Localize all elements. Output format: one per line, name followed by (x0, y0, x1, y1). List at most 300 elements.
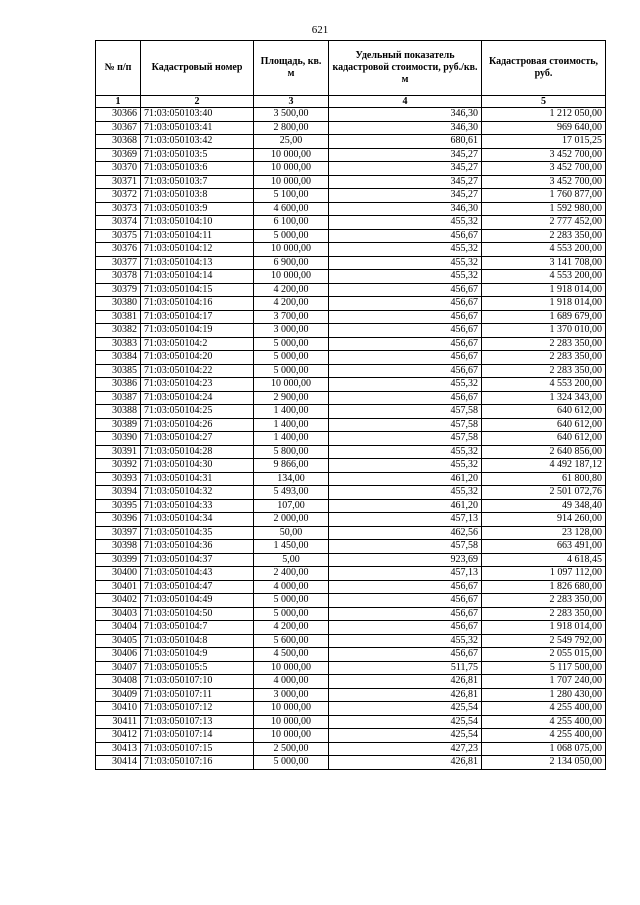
table-row (96, 351, 606, 365)
cadastral-value-cell: 2 283 350,00 (482, 351, 606, 365)
table-row (96, 688, 606, 702)
cadastral-number-cell: 71:03:050104:9 (141, 648, 254, 662)
unit-value-cell: 457,58 (329, 405, 482, 419)
cadastral-value-cell: 4 492 187,12 (482, 459, 606, 473)
area-cell: 5 000,00 (254, 756, 329, 770)
area-cell: 1 450,00 (254, 540, 329, 554)
cadastral-value-cell: 4 255 400,00 (482, 729, 606, 743)
unit-value-cell: 425,54 (329, 729, 482, 743)
table-row (96, 648, 606, 662)
unit-value-cell: 511,75 (329, 661, 482, 675)
table-row (96, 729, 606, 743)
cadastral-value-cell: 61 800,80 (482, 472, 606, 486)
table-row (96, 189, 606, 203)
table-row (96, 567, 606, 581)
page-number: 621 (311, 24, 329, 36)
table-row (96, 513, 606, 527)
area-cell: 10 000,00 (254, 729, 329, 743)
row-number-cell: 30411 (96, 715, 141, 729)
cadastral-number-cell: 71:03:050104:11 (141, 229, 254, 243)
unit-value-cell: 456,67 (329, 648, 482, 662)
cadastral-number-cell: 71:03:050104:12 (141, 243, 254, 257)
cadastral-value-cell: 2 055 015,00 (482, 648, 606, 662)
row-number-cell: 30386 (96, 378, 141, 392)
cadastral-value-cell: 1 097 112,00 (482, 567, 606, 581)
column-header-cadastral-value: Кадастровая стоимость, руб. (482, 41, 606, 96)
cadastral-number-cell: 71:03:050104:30 (141, 459, 254, 473)
cadastral-number-cell: 71:03:050104:34 (141, 513, 254, 527)
cadastral-value-cell: 1 370 010,00 (482, 324, 606, 338)
table-row (96, 297, 606, 311)
unit-value-cell: 462,56 (329, 526, 482, 540)
cadastral-value-cell: 1 592 980,00 (482, 202, 606, 216)
cadastral-number-cell: 71:03:050104:35 (141, 526, 254, 540)
row-number-cell: 30370 (96, 162, 141, 176)
cadastral-number-cell: 71:03:050104:43 (141, 567, 254, 581)
cadastral-value-cell: 4 255 400,00 (482, 702, 606, 716)
area-cell: 3 700,00 (254, 310, 329, 324)
unit-value-cell: 345,27 (329, 189, 482, 203)
table-row (96, 472, 606, 486)
area-cell: 3 000,00 (254, 324, 329, 338)
row-number-cell: 30410 (96, 702, 141, 716)
unit-value-cell: 456,67 (329, 297, 482, 311)
cadastral-number-cell: 71:03:050104:23 (141, 378, 254, 392)
unit-value-cell: 455,32 (329, 270, 482, 284)
cadastral-number-cell: 71:03:050104:25 (141, 405, 254, 419)
cadastral-number-cell: 71:03:050104:20 (141, 351, 254, 365)
cadastral-value-cell: 3 452 700,00 (482, 148, 606, 162)
area-cell: 4 200,00 (254, 297, 329, 311)
area-cell: 25,00 (254, 135, 329, 149)
table-row (96, 148, 606, 162)
cadastral-value-cell: 1 918 014,00 (482, 297, 606, 311)
cadastral-value-cell: 1 280 430,00 (482, 688, 606, 702)
table-row (96, 283, 606, 297)
unit-value-cell: 456,67 (329, 283, 482, 297)
cadastral-number-cell: 71:03:050104:13 (141, 256, 254, 270)
table-row (96, 121, 606, 135)
area-cell: 10 000,00 (254, 661, 329, 675)
area-cell: 2 800,00 (254, 121, 329, 135)
unit-value-cell: 461,20 (329, 472, 482, 486)
cadastral-value-cell: 1 760 877,00 (482, 189, 606, 203)
cadastral-number-cell: 71:03:050104:16 (141, 297, 254, 311)
row-number-cell: 30383 (96, 337, 141, 351)
column-index: 4 (329, 96, 482, 108)
unit-value-cell: 457,58 (329, 418, 482, 432)
cadastral-number-cell: 71:03:050103:6 (141, 162, 254, 176)
table-row (96, 756, 606, 770)
table-row (96, 526, 606, 540)
unit-value-cell: 456,67 (329, 621, 482, 635)
cadastral-value-cell: 23 128,00 (482, 526, 606, 540)
cadastral-value-cell: 1 689 679,00 (482, 310, 606, 324)
cadastral-value-cell: 2 283 350,00 (482, 337, 606, 351)
row-number-cell: 30368 (96, 135, 141, 149)
row-number-cell: 30376 (96, 243, 141, 257)
cadastral-value-table (95, 40, 606, 770)
cadastral-value-cell: 3 452 700,00 (482, 162, 606, 176)
area-cell: 10 000,00 (254, 175, 329, 189)
cadastral-value-cell: 2 283 350,00 (482, 607, 606, 621)
cadastral-value-cell: 1 068 075,00 (482, 742, 606, 756)
unit-value-cell: 456,67 (329, 594, 482, 608)
cadastral-value-cell: 914 260,00 (482, 513, 606, 527)
unit-value-cell: 457,13 (329, 567, 482, 581)
cadastral-number-cell: 71:03:050104:7 (141, 621, 254, 635)
row-number-cell: 30400 (96, 567, 141, 581)
unit-value-cell: 456,67 (329, 324, 482, 338)
cadastral-number-cell: 71:03:050104:2 (141, 337, 254, 351)
cadastral-number-cell: 71:03:050107:16 (141, 756, 254, 770)
unit-value-cell: 426,81 (329, 756, 482, 770)
unit-value-cell: 457,13 (329, 513, 482, 527)
row-number-cell: 30381 (96, 310, 141, 324)
column-index: 3 (254, 96, 329, 108)
cadastral-value-cell: 2 501 072,76 (482, 486, 606, 500)
unit-value-cell: 346,30 (329, 202, 482, 216)
table-row (96, 364, 606, 378)
cadastral-value-cell: 1 324 343,00 (482, 391, 606, 405)
cadastral-value-cell: 49 348,40 (482, 499, 606, 513)
cadastral-number-cell: 71:03:050104:19 (141, 324, 254, 338)
row-number-cell: 30389 (96, 418, 141, 432)
table-row (96, 661, 606, 675)
area-cell: 5,00 (254, 553, 329, 567)
unit-value-cell: 426,81 (329, 675, 482, 689)
cadastral-number-cell: 71:03:050104:50 (141, 607, 254, 621)
row-number-cell: 30395 (96, 499, 141, 513)
table-row (96, 175, 606, 189)
row-number-cell: 30391 (96, 445, 141, 459)
row-number-cell: 30401 (96, 580, 141, 594)
area-cell: 5 000,00 (254, 594, 329, 608)
row-number-cell: 30380 (96, 297, 141, 311)
cadastral-number-cell: 71:03:050104:36 (141, 540, 254, 554)
area-cell: 50,00 (254, 526, 329, 540)
cadastral-number-cell: 71:03:050107:15 (141, 742, 254, 756)
unit-value-cell: 455,32 (329, 634, 482, 648)
table-row (96, 202, 606, 216)
cadastral-value-cell: 4 618,45 (482, 553, 606, 567)
cadastral-number-cell: 71:03:050104:33 (141, 499, 254, 513)
cadastral-number-cell: 71:03:050104:10 (141, 216, 254, 230)
unit-value-cell: 457,58 (329, 432, 482, 446)
unit-value-cell: 345,27 (329, 162, 482, 176)
area-cell: 4 200,00 (254, 621, 329, 635)
cadastral-value-cell: 3 141 708,00 (482, 256, 606, 270)
area-cell: 10 000,00 (254, 243, 329, 257)
area-cell: 107,00 (254, 499, 329, 513)
table-row (96, 540, 606, 554)
cadastral-number-cell: 71:03:050104:15 (141, 283, 254, 297)
row-number-cell: 30406 (96, 648, 141, 662)
area-cell: 2 500,00 (254, 742, 329, 756)
cadastral-number-cell: 71:03:050107:12 (141, 702, 254, 716)
row-number-cell: 30414 (96, 756, 141, 770)
cadastral-number-cell: 71:03:050104:22 (141, 364, 254, 378)
table-row (96, 270, 606, 284)
cadastral-value-cell: 2 549 792,00 (482, 634, 606, 648)
table-row (96, 715, 606, 729)
table-row (96, 742, 606, 756)
row-number-cell: 30409 (96, 688, 141, 702)
table-row (96, 702, 606, 716)
cadastral-number-cell: 71:03:050104:17 (141, 310, 254, 324)
area-cell: 5 000,00 (254, 229, 329, 243)
area-cell: 10 000,00 (254, 715, 329, 729)
row-number-cell: 30384 (96, 351, 141, 365)
table-row (96, 256, 606, 270)
row-number-cell: 30385 (96, 364, 141, 378)
area-cell: 10 000,00 (254, 148, 329, 162)
area-cell: 134,00 (254, 472, 329, 486)
cadastral-number-cell: 71:03:050103:7 (141, 175, 254, 189)
row-number-cell: 30374 (96, 216, 141, 230)
area-cell: 4 000,00 (254, 675, 329, 689)
cadastral-value-cell: 2 283 350,00 (482, 229, 606, 243)
cadastral-value-cell: 1 707 240,00 (482, 675, 606, 689)
area-cell: 9 866,00 (254, 459, 329, 473)
unit-value-cell: 455,32 (329, 243, 482, 257)
unit-value-cell: 461,20 (329, 499, 482, 513)
row-number-cell: 30373 (96, 202, 141, 216)
table-row (96, 229, 606, 243)
area-cell: 5 000,00 (254, 607, 329, 621)
table-row (96, 310, 606, 324)
row-number-cell: 30412 (96, 729, 141, 743)
row-number-cell: 30372 (96, 189, 141, 203)
cadastral-number-cell: 71:03:050104:8 (141, 634, 254, 648)
unit-value-cell: 426,81 (329, 688, 482, 702)
area-cell: 3 000,00 (254, 688, 329, 702)
row-number-cell: 30379 (96, 283, 141, 297)
column-index: 5 (482, 96, 606, 108)
cadastral-number-cell: 71:03:050104:31 (141, 472, 254, 486)
cadastral-value-cell: 2 283 350,00 (482, 364, 606, 378)
unit-value-cell: 455,32 (329, 378, 482, 392)
unit-value-cell: 923,69 (329, 553, 482, 567)
table-row (96, 391, 606, 405)
cadastral-number-cell: 71:03:050104:37 (141, 553, 254, 567)
table-row (96, 324, 606, 338)
unit-value-cell: 456,67 (329, 337, 482, 351)
row-number-cell: 30366 (96, 108, 141, 122)
table-row (96, 607, 606, 621)
table-row (96, 486, 606, 500)
area-cell: 1 400,00 (254, 432, 329, 446)
unit-value-cell: 425,54 (329, 702, 482, 716)
area-cell: 5 600,00 (254, 634, 329, 648)
cadastral-number-cell: 71:03:050104:49 (141, 594, 254, 608)
row-number-cell: 30399 (96, 553, 141, 567)
table-row (96, 459, 606, 473)
table-row (96, 337, 606, 351)
cadastral-value-cell: 17 015,25 (482, 135, 606, 149)
unit-value-cell: 455,32 (329, 256, 482, 270)
cadastral-number-cell: 71:03:050103:5 (141, 148, 254, 162)
area-cell: 2 400,00 (254, 567, 329, 581)
cadastral-value-cell: 4 553 200,00 (482, 243, 606, 257)
cadastral-number-cell: 71:03:050107:13 (141, 715, 254, 729)
area-cell: 10 000,00 (254, 378, 329, 392)
row-number-cell: 30408 (96, 675, 141, 689)
cadastral-value-cell: 2 777 452,00 (482, 216, 606, 230)
table-row (96, 216, 606, 230)
unit-value-cell: 346,30 (329, 121, 482, 135)
cadastral-value-cell: 2 283 350,00 (482, 594, 606, 608)
unit-value-cell: 455,32 (329, 445, 482, 459)
unit-value-cell: 427,23 (329, 742, 482, 756)
area-cell: 10 000,00 (254, 270, 329, 284)
cadastral-value-cell: 2 640 856,00 (482, 445, 606, 459)
row-number-cell: 30405 (96, 634, 141, 648)
area-cell: 10 000,00 (254, 702, 329, 716)
table-row (96, 634, 606, 648)
row-number-cell: 30382 (96, 324, 141, 338)
table-row (96, 405, 606, 419)
cadastral-value-cell: 5 117 500,00 (482, 661, 606, 675)
area-cell: 10 000,00 (254, 162, 329, 176)
cadastral-number-cell: 71:03:050104:26 (141, 418, 254, 432)
table-row (96, 499, 606, 513)
cadastral-value-cell: 969 640,00 (482, 121, 606, 135)
row-number-cell: 30369 (96, 148, 141, 162)
unit-value-cell: 456,67 (329, 391, 482, 405)
row-number-cell: 30407 (96, 661, 141, 675)
table-row (96, 594, 606, 608)
area-cell: 5 493,00 (254, 486, 329, 500)
table-row (96, 162, 606, 176)
cadastral-number-cell: 71:03:050104:28 (141, 445, 254, 459)
cadastral-number-cell: 71:03:050103:41 (141, 121, 254, 135)
row-number-cell: 30375 (96, 229, 141, 243)
table-row (96, 432, 606, 446)
cadastral-value-cell: 663 491,00 (482, 540, 606, 554)
area-cell: 2 900,00 (254, 391, 329, 405)
cadastral-number-cell: 71:03:050104:14 (141, 270, 254, 284)
area-cell: 5 000,00 (254, 337, 329, 351)
table-header (96, 41, 606, 108)
area-cell: 1 400,00 (254, 405, 329, 419)
cadastral-value-cell: 1 826 680,00 (482, 580, 606, 594)
unit-value-cell: 455,32 (329, 216, 482, 230)
area-cell: 4 000,00 (254, 580, 329, 594)
row-number-cell: 30396 (96, 513, 141, 527)
row-number-cell: 30371 (96, 175, 141, 189)
cadastral-number-cell: 71:03:050104:47 (141, 580, 254, 594)
unit-value-cell: 346,30 (329, 108, 482, 122)
row-number-cell: 30397 (96, 526, 141, 540)
cadastral-value-cell: 1 212 050,00 (482, 108, 606, 122)
table-row (96, 553, 606, 567)
row-number-cell: 30402 (96, 594, 141, 608)
table-body (96, 108, 606, 770)
area-cell: 5 000,00 (254, 364, 329, 378)
row-number-cell: 30413 (96, 742, 141, 756)
area-cell: 5 000,00 (254, 351, 329, 365)
cadastral-number-cell: 71:03:050107:11 (141, 688, 254, 702)
table-row (96, 580, 606, 594)
table-row (96, 621, 606, 635)
cadastral-value-cell: 2 134 050,00 (482, 756, 606, 770)
unit-value-cell: 680,61 (329, 135, 482, 149)
column-header-area: Площадь, кв. м (254, 41, 329, 96)
cadastral-number-cell: 71:03:050107:14 (141, 729, 254, 743)
unit-value-cell: 456,67 (329, 607, 482, 621)
row-number-cell: 30403 (96, 607, 141, 621)
unit-value-cell: 455,32 (329, 459, 482, 473)
row-number-cell: 30388 (96, 405, 141, 419)
column-header-unit-value: Удельный показатель кадастровой стоимости, руб./кв. м (329, 41, 482, 96)
cadastral-number-cell: 71:03:050103:9 (141, 202, 254, 216)
column-index: 1 (96, 96, 141, 108)
cadastral-value-cell: 4 255 400,00 (482, 715, 606, 729)
cadastral-value-cell: 1 918 014,00 (482, 621, 606, 635)
area-cell: 3 500,00 (254, 108, 329, 122)
cadastral-number-cell: 71:03:050104:24 (141, 391, 254, 405)
cadastral-number-cell: 71:03:050104:32 (141, 486, 254, 500)
area-cell: 4 600,00 (254, 202, 329, 216)
cadastral-number-cell: 71:03:050103:40 (141, 108, 254, 122)
unit-value-cell: 345,27 (329, 175, 482, 189)
area-cell: 5 800,00 (254, 445, 329, 459)
table-row (96, 418, 606, 432)
area-cell: 2 000,00 (254, 513, 329, 527)
column-header-number: № п/п (96, 41, 141, 96)
cadastral-number-cell: 71:03:050103:8 (141, 189, 254, 203)
row-number-cell: 30394 (96, 486, 141, 500)
table-row (96, 445, 606, 459)
cadastral-number-cell: 71:03:050105:5 (141, 661, 254, 675)
area-cell: 4 500,00 (254, 648, 329, 662)
row-number-cell: 30387 (96, 391, 141, 405)
cadastral-number-cell: 71:03:050103:42 (141, 135, 254, 149)
unit-value-cell: 345,27 (329, 148, 482, 162)
cadastral-number-cell: 71:03:050104:27 (141, 432, 254, 446)
unit-value-cell: 455,32 (329, 486, 482, 500)
table-row (96, 108, 606, 122)
cadastral-value-cell: 4 553 200,00 (482, 378, 606, 392)
row-number-cell: 30390 (96, 432, 141, 446)
unit-value-cell: 456,67 (329, 364, 482, 378)
column-header-cadastral-number: Кадастровый номер (141, 41, 254, 96)
row-number-cell: 30404 (96, 621, 141, 635)
row-number-cell: 30392 (96, 459, 141, 473)
area-cell: 5 100,00 (254, 189, 329, 203)
row-number-cell: 30367 (96, 121, 141, 135)
table-row (96, 243, 606, 257)
cadastral-value-cell: 640 612,00 (482, 418, 606, 432)
cadastral-value-cell: 640 612,00 (482, 432, 606, 446)
unit-value-cell: 456,67 (329, 351, 482, 365)
table-row (96, 135, 606, 149)
cadastral-value-cell: 1 918 014,00 (482, 283, 606, 297)
row-number-cell: 30378 (96, 270, 141, 284)
area-cell: 4 200,00 (254, 283, 329, 297)
row-number-cell: 30398 (96, 540, 141, 554)
unit-value-cell: 425,54 (329, 715, 482, 729)
column-index: 2 (141, 96, 254, 108)
row-number-cell: 30393 (96, 472, 141, 486)
unit-value-cell: 456,67 (329, 229, 482, 243)
cadastral-value-cell: 4 553 200,00 (482, 270, 606, 284)
row-number-cell: 30377 (96, 256, 141, 270)
cadastral-value-cell: 640 612,00 (482, 405, 606, 419)
area-cell: 1 400,00 (254, 418, 329, 432)
area-cell: 6 900,00 (254, 256, 329, 270)
